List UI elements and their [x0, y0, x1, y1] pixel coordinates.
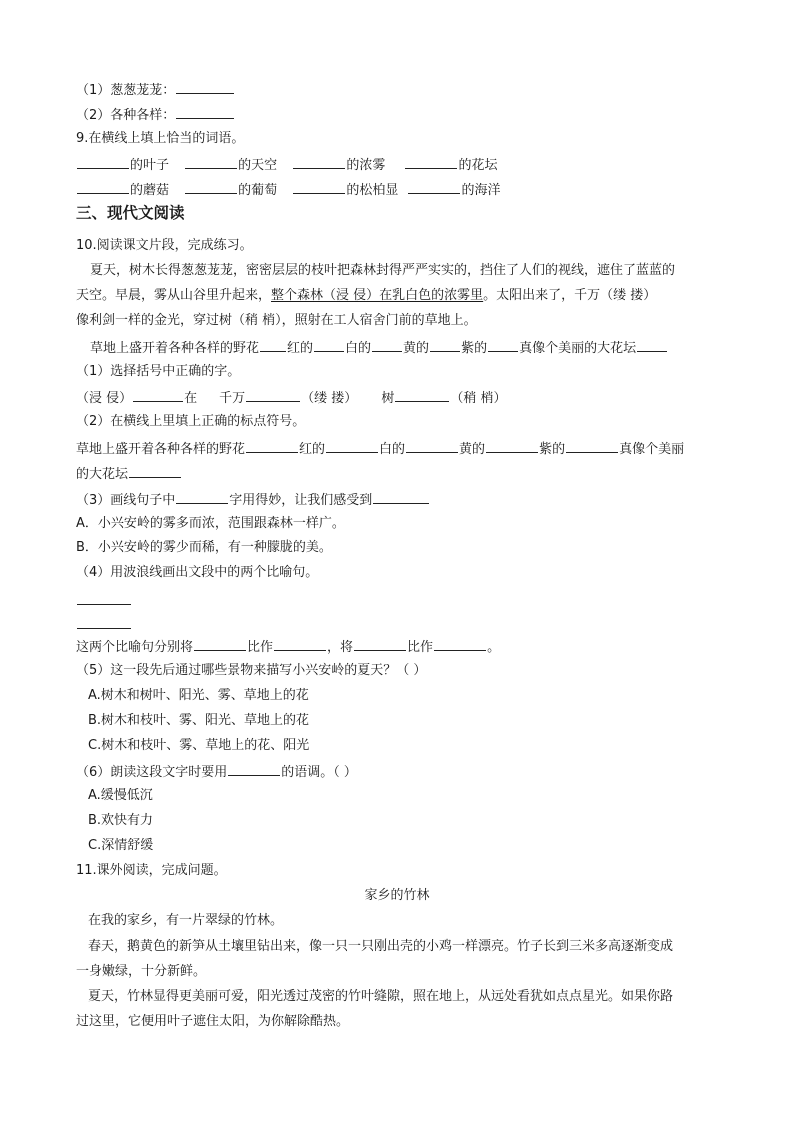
q10-sub-2-line: 的大花坛 — [76, 463, 182, 483]
answer-blank[interactable] — [246, 438, 298, 453]
passage-line: 像利剑一样的金光，穿过树（稍 梢），照射在工人宿舍门前的草地上。 — [76, 313, 477, 328]
answer-blank[interactable] — [274, 636, 326, 651]
answer-blank[interactable] — [228, 761, 280, 776]
option-c[interactable]: C.树木和枝叶、雾、草地上的花、阳光 — [88, 738, 310, 753]
q10-sub-4: （4）用波浪线画出文段中的两个比喻句。 — [76, 565, 319, 580]
option-b[interactable]: B.树木和枝叶、雾、阳光、草地上的花 — [88, 713, 310, 728]
passage-line: 过这里，它便用叶子遮住太阳，为你解除酷热。 — [76, 1014, 350, 1029]
passage-line: 春天，鹅黄色的新笋从土壤里钻出来，像一只一只刚出壳的小鸡一样漂亮。竹子长到三米多高逐渐变成 — [88, 939, 674, 954]
answer-blank[interactable] — [405, 154, 457, 169]
q10-sub-5: （5）这一段先后通过哪些景物来描写小兴安岭的夏天？（ ） — [76, 663, 427, 678]
answer-blank[interactable] — [77, 614, 131, 629]
q9-row-2: 的蘑菇 的葡萄 的松柏显 的海洋 — [76, 179, 500, 199]
answer-blank[interactable] — [566, 438, 618, 453]
answer-blank[interactable] — [77, 179, 129, 194]
passage-line: 在我的家乡，有一片翠绿的竹林。 — [88, 913, 284, 928]
section-heading: 三、现代文阅读 — [76, 204, 185, 222]
q8-item-1: （1）葱葱茏茏： — [76, 79, 235, 99]
answer-blank[interactable] — [354, 636, 406, 651]
answer-blank[interactable] — [176, 489, 228, 504]
answer-blank[interactable] — [488, 337, 518, 352]
passage-line: 草地上盛开着各种各样的野花 红的 白的 黄的 紫的 真像个美丽的大花坛 — [90, 337, 668, 357]
answer-blank[interactable] — [430, 337, 460, 352]
answer-blank[interactable] — [77, 154, 129, 169]
answer-blank[interactable] — [373, 489, 429, 504]
q9-row-1: 的叶子 的天空 的浓雾 的花坛 — [76, 154, 497, 174]
q11-prompt: 11.课外阅读，完成问题。 — [76, 863, 227, 878]
answer-blank[interactable] — [395, 387, 449, 402]
q10-sub-6: （6）朗读这段文字时要用 的语调。（ ） — [76, 761, 357, 781]
answer-line — [76, 614, 132, 634]
answer-blank[interactable] — [637, 337, 667, 352]
option-a[interactable]: A.缓慢低沉 — [88, 788, 153, 803]
answer-blank[interactable] — [372, 337, 402, 352]
answer-blank[interactable] — [408, 179, 460, 194]
q10-sub-1: （1）选择括号中正确的字。 — [76, 364, 241, 379]
answer-blank[interactable] — [293, 179, 345, 194]
passage-line: 一身嫩绿，十分新鲜。 — [76, 964, 207, 979]
answer-line — [76, 590, 132, 610]
underlined-sentence: 整个森林（浸 侵）在乳白色的浓雾里 — [271, 288, 484, 303]
answer-blank[interactable] — [293, 154, 345, 169]
answer-blank[interactable] — [434, 636, 486, 651]
passage-line: 天空。早晨，雾从山谷里升起来，整个森林（浸 侵）在乳白色的浓雾里。太阳出来了，千万（缕 搂） — [76, 288, 657, 303]
q10-sub-4-compare: 这两个比喻句分别将 比作 ，将 比作 。 — [76, 636, 500, 656]
q10-prompt: 10.阅读课文片段，完成练习。 — [76, 238, 253, 253]
option-a[interactable]: A.树木和树叶、阳光、雾、草地上的花 — [88, 688, 309, 703]
option-b[interactable]: B.欢快有力 — [88, 813, 154, 828]
answer-blank[interactable] — [326, 438, 378, 453]
passage-title: 家乡的竹林 — [364, 888, 430, 903]
option-b[interactable]: B．小兴安岭的雾少而稀，有一种朦胧的美。 — [76, 540, 332, 555]
answer-blank[interactable] — [194, 636, 246, 651]
answer-blank[interactable] — [314, 337, 344, 352]
answer-blank[interactable] — [406, 438, 458, 453]
q10-sub-2: （2）在横线上里填上正确的标点符号。 — [76, 414, 306, 429]
passage-line: 夏天，竹林显得更美丽可爱，阳光透过茂密的竹叶缝隙，照在地上，从远处看犹如点点星光。如果你路 — [88, 989, 674, 1004]
option-c[interactable]: C.深情舒缓 — [88, 838, 154, 853]
answer-blank[interactable] — [185, 154, 237, 169]
answer-blank[interactable] — [185, 179, 237, 194]
answer-blank[interactable] — [246, 387, 300, 402]
passage-line: 夏天，树木长得葱葱茏茏，密密层层的枝叶把森林封得严严实实的，挡住了人们的视线，遮住了蓝蓝的 — [90, 263, 676, 278]
q10-sub-3: （3）画线句子中 字用得妙，让我们感受到 — [76, 489, 430, 509]
q10-sub-2-line: 草地上盛开着各种各样的野花 红的 白的 黄的 紫的 真像个美丽 — [76, 438, 684, 458]
answer-blank[interactable] — [486, 438, 538, 453]
answer-blank[interactable] — [133, 387, 183, 402]
q10-sub-1-answers: （浸 侵） 在 千万 （缕 搂） 树 （稍 梢） — [76, 387, 506, 407]
q9-prompt: 9.在横线上填上恰当的词语。 — [76, 131, 245, 146]
answer-blank[interactable] — [77, 590, 131, 605]
answer-blank[interactable] — [129, 463, 181, 478]
q8-item-2: （2）各种各样： — [76, 104, 235, 124]
answer-blank[interactable] — [176, 104, 234, 119]
answer-blank[interactable] — [260, 337, 286, 352]
answer-blank[interactable] — [176, 79, 234, 94]
option-a[interactable]: A．小兴安岭的雾多而浓，范围跟森林一样广。 — [76, 516, 345, 531]
